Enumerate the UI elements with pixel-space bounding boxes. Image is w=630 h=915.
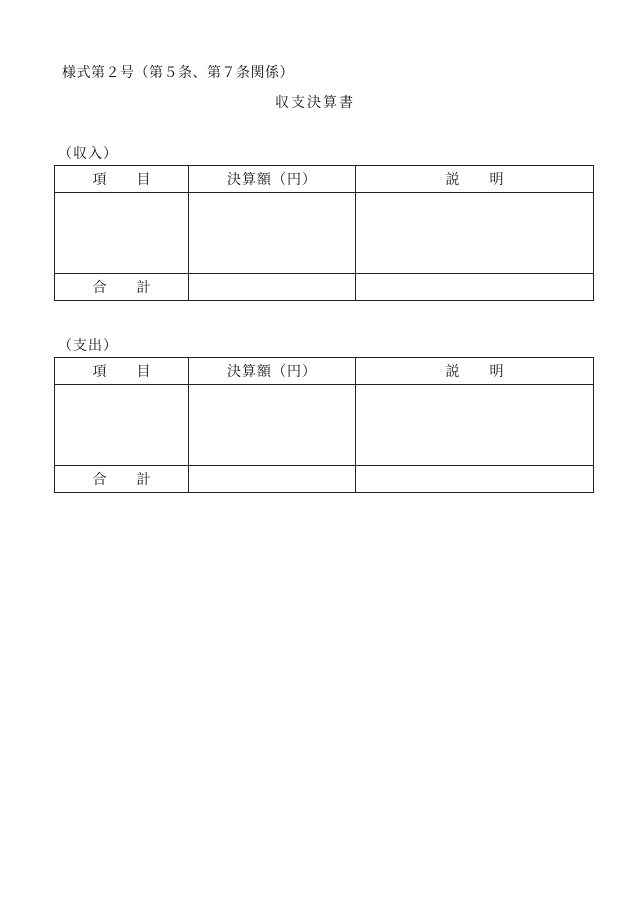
income-amount-header <box>189 166 356 193</box>
income-item-header-char-2: 目 <box>136 172 151 188</box>
expense-total-label-char-1: 合 <box>92 472 107 488</box>
income-total-amount-cell[interactable] <box>189 274 356 301</box>
expense-description-header-char-1: 説 <box>445 364 460 380</box>
income-description-header-char-1: 説 <box>445 172 460 188</box>
expense-total-amount-cell[interactable] <box>189 466 356 493</box>
income-amount-header-label: 決算額（円） <box>227 172 317 188</box>
income-section-label: （収入） <box>58 146 118 162</box>
income-total-label <box>55 274 189 301</box>
expense-item-header <box>55 358 189 385</box>
expense-total-label <box>55 466 189 493</box>
expense-amount-header <box>189 358 356 385</box>
income-header-row <box>55 166 594 193</box>
expense-amount-cell[interactable] <box>189 385 356 466</box>
expense-description-cell[interactable] <box>356 385 594 466</box>
income-item-header-char-1: 項 <box>92 172 107 188</box>
page-title: 収支決算書 <box>275 95 355 111</box>
income-total-label-char-1: 合 <box>92 280 107 296</box>
income-total-description-cell[interactable] <box>356 274 594 301</box>
income-table <box>54 165 594 301</box>
expense-item-cell[interactable] <box>55 385 189 466</box>
expense-amount-header-label: 決算額（円） <box>227 364 317 380</box>
income-item-cell[interactable] <box>55 193 189 274</box>
expense-header-row <box>55 358 594 385</box>
income-total-label-char-2: 計 <box>136 280 151 296</box>
income-entry-row <box>55 193 594 274</box>
income-total-row <box>55 274 594 301</box>
income-description-header-char-2: 明 <box>489 172 504 188</box>
expense-entry-row <box>55 385 594 466</box>
expense-item-header-char-2: 目 <box>136 364 151 380</box>
expense-total-description-cell[interactable] <box>356 466 594 493</box>
expense-section-label: （支出） <box>58 338 118 354</box>
expense-description-header <box>356 358 594 385</box>
income-item-header <box>55 166 189 193</box>
form-number: 様式第２号（第５条、第７条関係） <box>62 65 294 81</box>
income-description-cell[interactable] <box>356 193 594 274</box>
expense-description-header-char-2: 明 <box>489 364 504 380</box>
expense-table <box>54 357 594 493</box>
income-amount-cell[interactable] <box>189 193 356 274</box>
income-description-header <box>356 166 594 193</box>
expense-total-label-char-2: 計 <box>136 472 151 488</box>
expense-item-header-char-1: 項 <box>92 364 107 380</box>
expense-total-row <box>55 466 594 493</box>
